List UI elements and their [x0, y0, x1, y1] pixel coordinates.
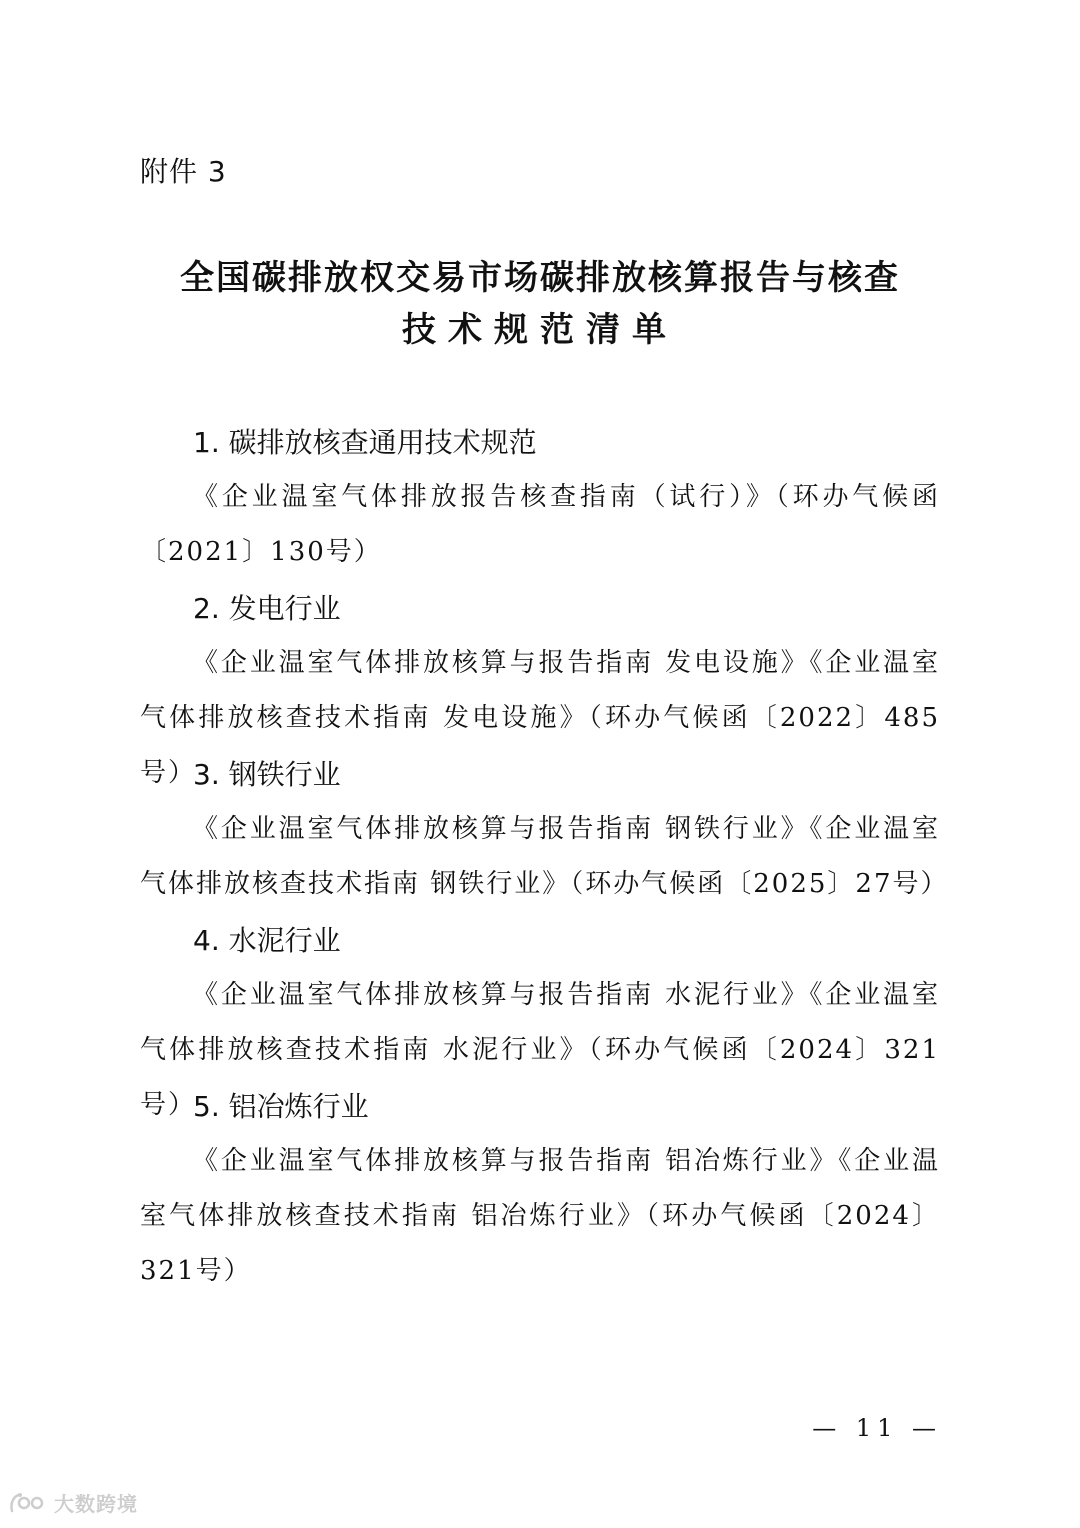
page-number: — 11 — — [812, 1414, 942, 1442]
section-text: 《企业温室气体排放核算与报告指南 水泥行业》《企业温室气体排放核查技术指南 水泥行业》（环办气候函〔2024〕321号） — [140, 980, 940, 1120]
section-text: 《企业温室气体排放报告核查指南（试行）》（环办气候函〔2021〕130号） — [140, 482, 940, 567]
section-heading: 5. 铝冶炼行业 — [193, 1090, 369, 1123]
section-text: 《企业温室气体排放核算与报告指南 铝冶炼行业》《企业温室气体排放核查技术指南 铝冶炼行业》（环办气候函〔2024〕321号） — [140, 1146, 940, 1286]
document-title-line-1: 全国碳排放权交易市场碳排放核算报告与核查 — [180, 258, 900, 298]
section-heading: 1. 碳排放核查通用技术规范 — [193, 426, 537, 459]
brand-logo-icon — [8, 1491, 48, 1515]
attachment-label: 附件 3 — [140, 155, 227, 188]
section-heading: 3. 钢铁行业 — [193, 758, 341, 791]
watermark — [8, 1488, 138, 1517]
section-text: 《企业温室气体排放核算与报告指南 发电设施》《企业温室气体排放核查技术指南 发电设施》（环办气候函〔2022〕485号） — [140, 648, 940, 788]
watermark-text: 大数跨境 — [54, 1492, 138, 1516]
section-heading: 2. 发电行业 — [193, 592, 341, 625]
document-title-line-2: 技术规范清单 — [402, 310, 678, 350]
section-heading: 4. 水泥行业 — [193, 924, 341, 957]
section-text: 《企业温室气体排放核算与报告指南 钢铁行业》《企业温室气体排放核查技术指南 钢铁行业》（环办气候函〔2025〕27号） — [140, 814, 949, 899]
